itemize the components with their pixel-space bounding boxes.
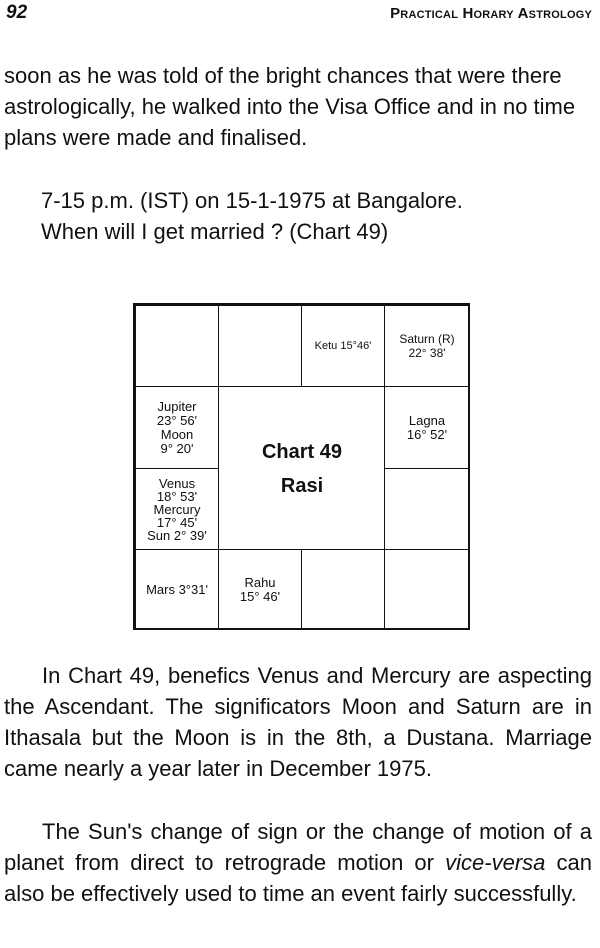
lagna-name: Lagna xyxy=(408,412,446,428)
mercury-name: Mercury xyxy=(153,501,201,517)
house-cell-mars xyxy=(135,549,219,630)
paragraph-3-italic: vice-versa xyxy=(445,850,546,875)
query-question: When will I get married ? (Chart 49) xyxy=(41,219,389,244)
paragraph-3-part-2: can also be effectively used to time an event fairly successfully. xyxy=(4,850,592,906)
venus-degree: 18° 53' xyxy=(156,488,198,504)
jupiter-degree: 23° 56' xyxy=(156,412,198,428)
house-cell-top-1 xyxy=(135,305,219,387)
chart-subtitle: Rasi xyxy=(280,474,324,497)
saturn-degree: 22° 38' xyxy=(408,346,446,360)
jupiter-name: Jupiter xyxy=(157,398,197,414)
house-cell-bottom-4 xyxy=(384,549,470,630)
moon-name: Moon xyxy=(160,426,194,442)
mars-label: Mars 3°31' xyxy=(146,581,208,597)
paragraph-3 xyxy=(4,816,592,909)
rahu-degree: 15° 46' xyxy=(239,588,281,604)
house-cell-ketu xyxy=(301,305,385,387)
house-cell-saturn xyxy=(384,305,470,387)
venus-name: Venus xyxy=(158,475,196,491)
house-cell-jupiter-moon xyxy=(135,386,219,469)
lagna-degree: 16° 52' xyxy=(406,426,448,442)
running-title: Practical Horary Astrology xyxy=(390,5,592,22)
house-cell-right-2 xyxy=(384,468,470,550)
moon-degree: 9° 20' xyxy=(160,440,194,456)
paragraph-1: soon as he was told of the bright chances that were there astrologically, he walked into the Visa Office and in no time plans were made and finalised. xyxy=(4,63,576,150)
saturn-name: Saturn (R) xyxy=(399,332,455,346)
ketu-label: Ketu 15°46' xyxy=(314,340,372,352)
page-number: 92 xyxy=(6,2,28,23)
house-cell-rahu xyxy=(218,549,302,630)
mercury-degree: 17° 45' xyxy=(156,514,198,530)
rasi-chart xyxy=(133,303,470,630)
page-header xyxy=(0,0,600,30)
sun-label: Sun 2° 39' xyxy=(147,527,207,543)
house-cell-top-2 xyxy=(218,305,302,387)
house-cell-lagna xyxy=(384,386,470,469)
house-cell-bottom-3 xyxy=(301,549,385,630)
paragraph-2: In Chart 49, benefics Venus and Mercury are aspecting the Ascendant. The significators Moon and Saturn are in Ithasala but the Moon is in the 8th, a Dustana. Marriage came nearly a year later in December 1975. xyxy=(4,663,592,781)
paragraph-3-part-1: The Sun's change of sign or the change of motion of a planet from direct to retrograde motion or xyxy=(4,819,592,875)
chart-center xyxy=(219,387,385,550)
house-cell-venus-mercury-sun xyxy=(135,468,219,550)
chart-title: Chart 49 xyxy=(261,440,343,463)
query-time-place: 7-15 p.m. (IST) on 15-1-1975 at Bangalore. xyxy=(41,188,463,213)
rahu-name: Rahu xyxy=(244,574,276,590)
